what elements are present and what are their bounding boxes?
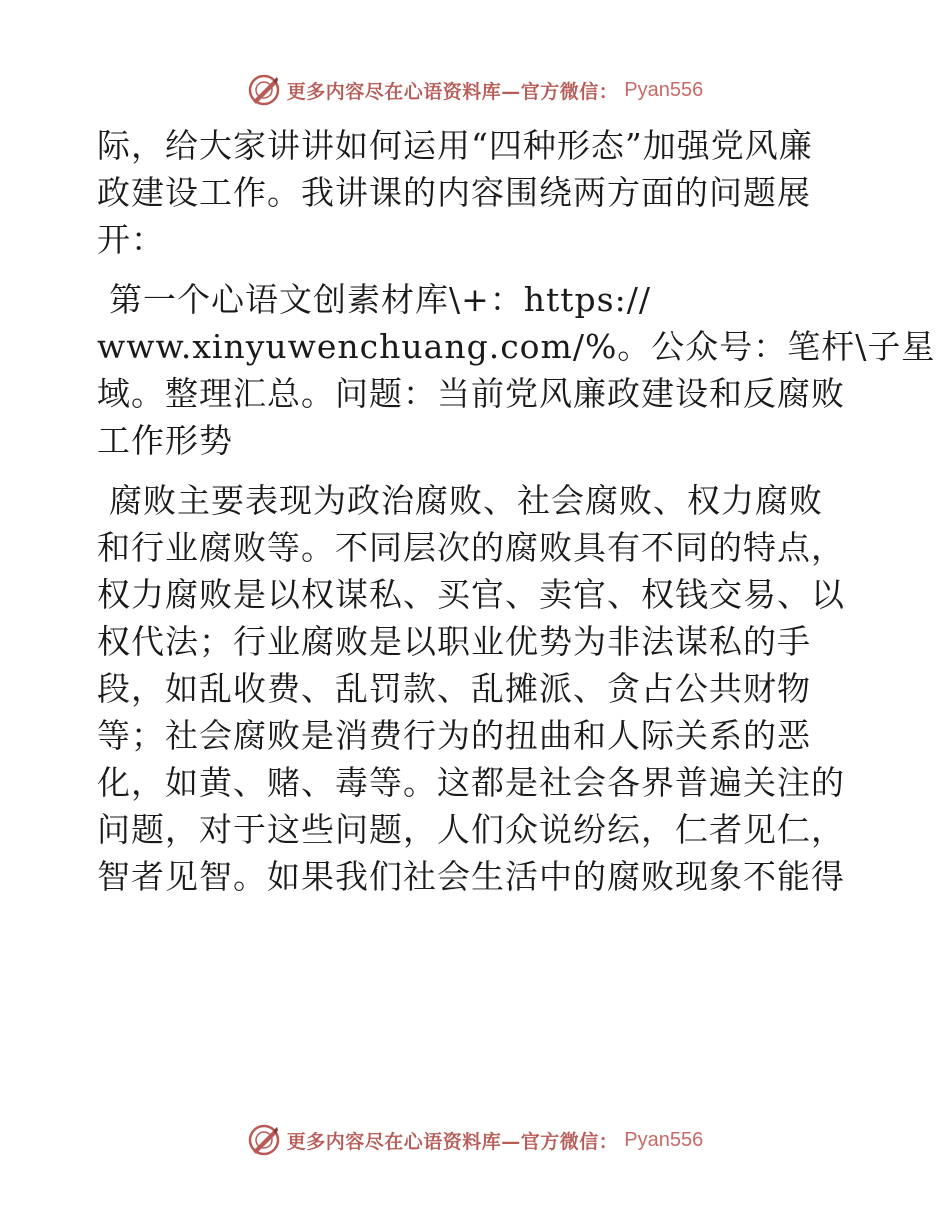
footer-banner	[0, 1120, 950, 1160]
text-line: 第一个心语文创素材库\+：https://	[109, 280, 651, 319]
text-line: 和行业腐败等。不同层次的腐败具有不同的特点，	[97, 528, 845, 567]
text-line: 段，如乱收费、乱罚款、乱摊派、贪占公共财物	[97, 669, 811, 708]
banner-wechat-handle: Pyan556	[624, 1128, 704, 1151]
paragraph-2	[97, 276, 936, 464]
text-line: 智者见智。如果我们社会生活中的腐败现象不能得	[97, 857, 845, 896]
banner-text: 更多内容尽在心语资料库—官方微信：	[286, 80, 619, 103]
text-line: 政建设工作。我讲课的内容围绕两方面的问题展	[97, 173, 811, 212]
pen-seal-logo-icon	[247, 73, 281, 107]
paragraph-3	[97, 477, 857, 900]
text-line: 化，如黄、赌、毒等。这都是社会各界普遍关注的	[97, 763, 845, 802]
text-line: 际，给大家讲讲如何运用“四种形态”加强党风廉	[97, 126, 813, 165]
banner-text: 更多内容尽在心语资料库—官方微信：	[286, 1130, 619, 1153]
text-line: 开：	[97, 220, 165, 259]
text-line: 权代法；行业腐败是以职业优势为非法谋私的手	[97, 622, 811, 661]
text-line: 问题，对于这些问题，人们众说纷纭，仁者见仁，	[97, 810, 845, 849]
text-line: 工作形势	[97, 421, 233, 460]
document-body	[97, 122, 936, 900]
paragraph-1	[97, 122, 857, 263]
pen-seal-logo-icon	[247, 1123, 281, 1157]
text-line: www.xinyuwenchuang.com/%。公众号：笔杆\子星	[97, 327, 936, 366]
banner-wechat-handle: Pyan556	[624, 78, 704, 101]
text-line: 域。整理汇总。问题：当前党风廉政建设和反腐败	[97, 374, 845, 413]
text-line: 腐败主要表现为政治腐败、社会腐败、权力腐败	[109, 481, 823, 520]
header-banner	[0, 70, 950, 110]
text-line: 等；社会腐败是消费行为的扭曲和人际关系的恶	[97, 716, 811, 755]
text-line: 权力腐败是以权谋私、买官、卖官、权钱交易、以	[97, 575, 845, 614]
